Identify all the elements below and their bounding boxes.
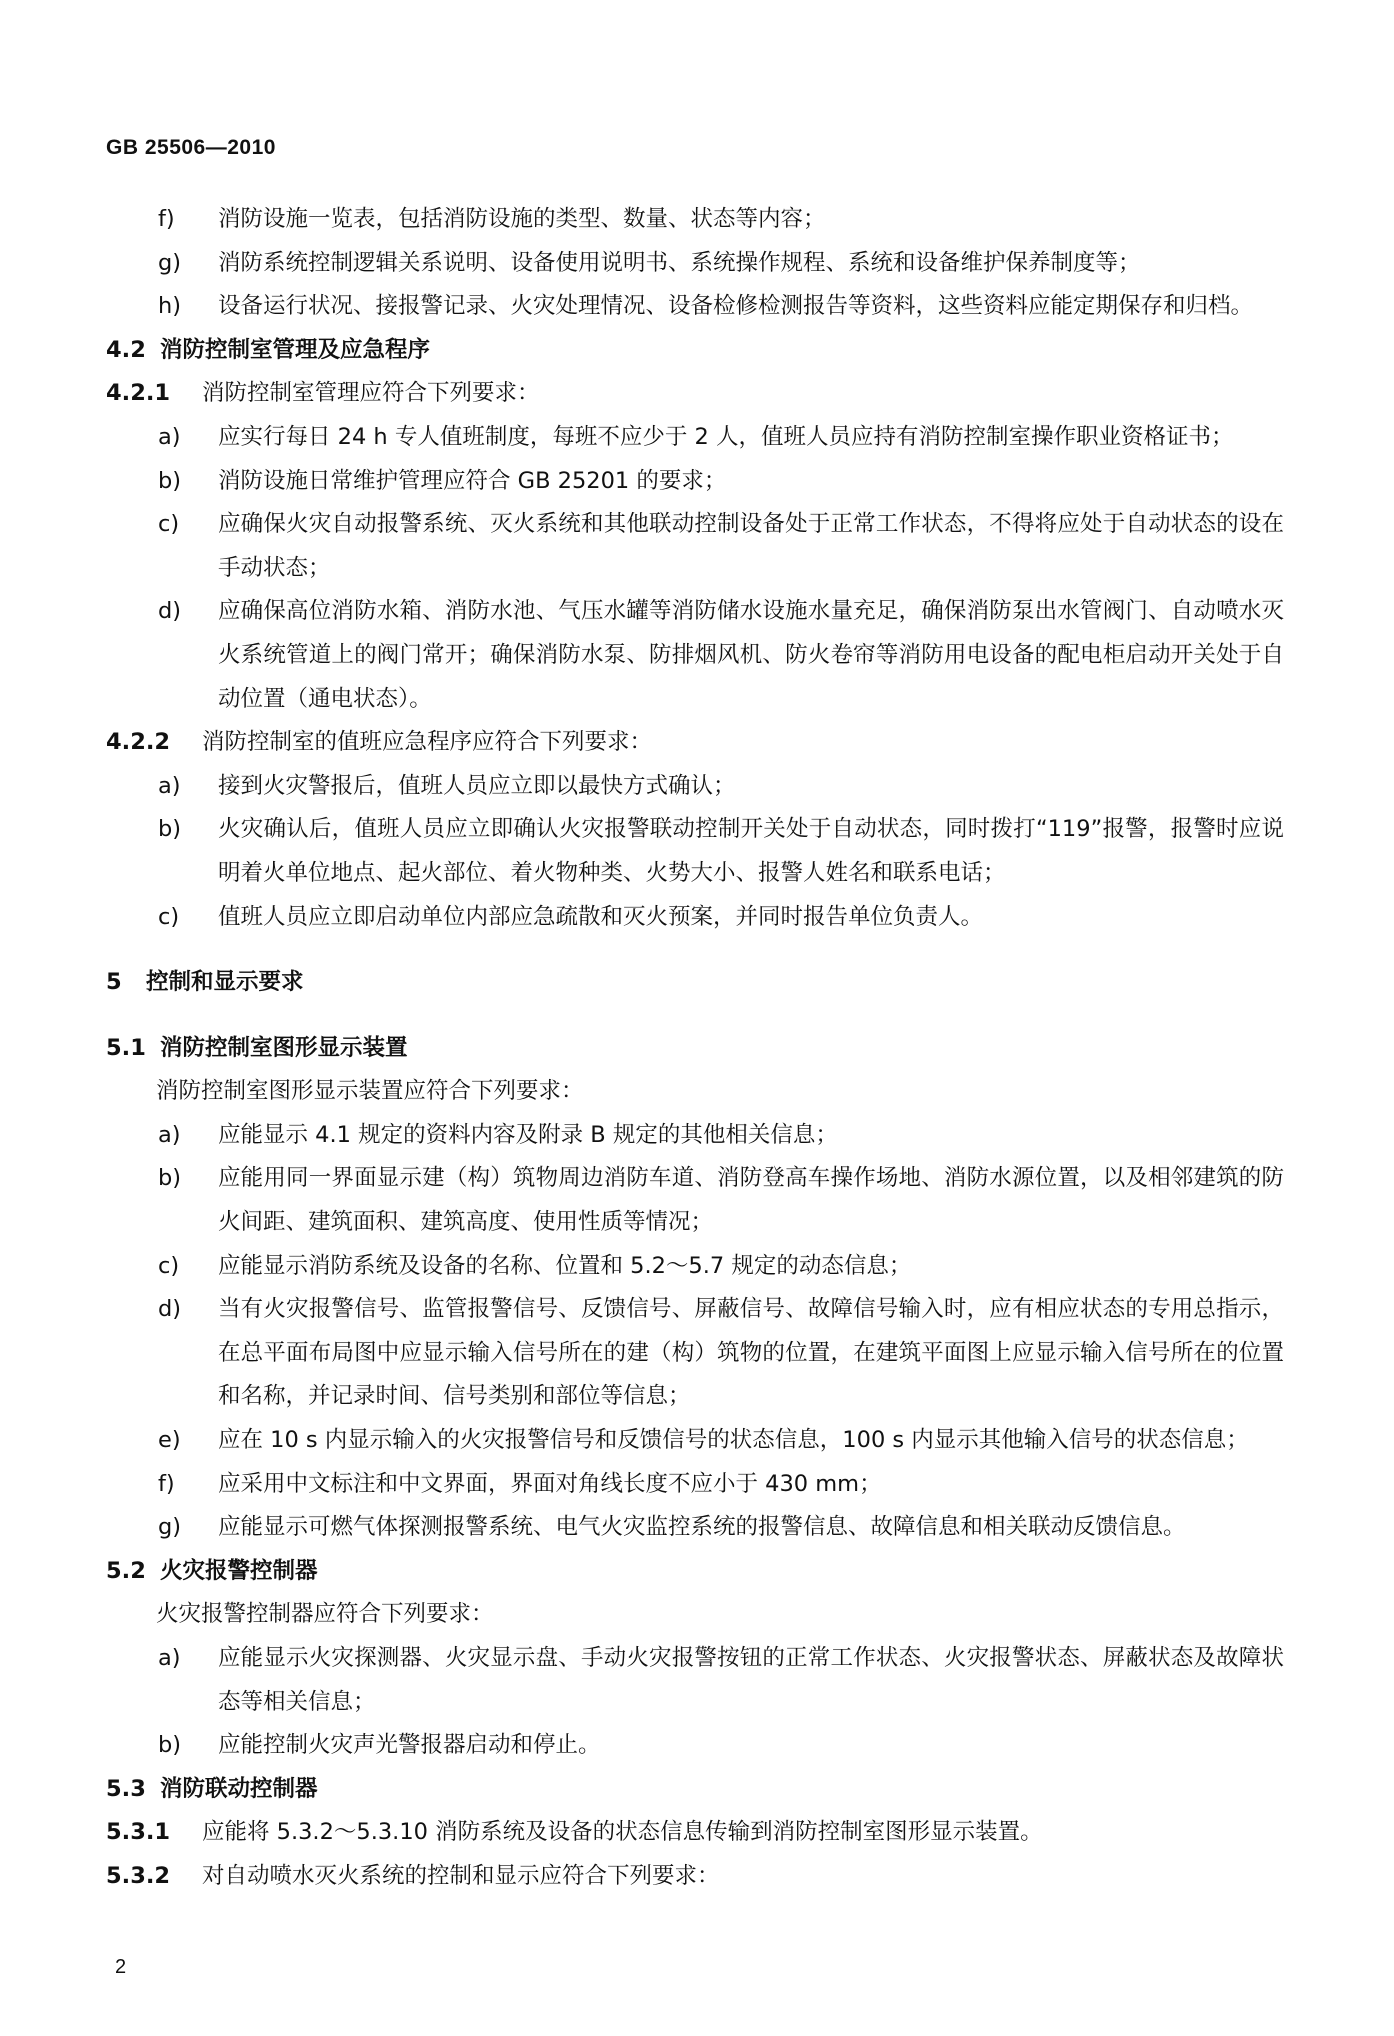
chapter-number: 5: [106, 969, 122, 996]
list-item: [106, 590, 1284, 721]
subsection-intro: 消防控制室管理应符合下列要求：: [202, 380, 540, 407]
item-text: 应能用同一界面显示建（构）筑物周边消防车道、消防登高车操作场地、消防水源位置，以及相邻建筑的防火间距、建筑面积、建筑高度、使用性质等情况；: [218, 1165, 1284, 1236]
item-marker: b): [158, 1732, 182, 1759]
list-item: [106, 460, 1284, 504]
section-number: 5.3: [106, 1775, 146, 1802]
subsection-text: 对自动喷水灭火系统的控制和显示应符合下列要求：: [202, 1862, 720, 1889]
subsection-number: 5.3.2: [106, 1862, 171, 1889]
item-text: 应能显示 4.1 规定的资料内容及附录 B 规定的其他相关信息；: [218, 1121, 838, 1148]
section-number: 4.2: [106, 336, 146, 363]
item-text: 应确保高位消防水箱、消防水池、气压水罐等消防储水设施水量充足，确保消防泵出水管阀门、自动喷水灭火系统管道上的阀门常开；确保消防水泵、防排烟风机、防火卷帘等消防用电设备的配电柜启动开关处于自动位置（通电状态）。: [218, 598, 1284, 712]
item-marker: b): [158, 467, 182, 494]
item-marker: b): [158, 816, 182, 843]
section-intro: 消防控制室图形显示装置应符合下列要求：: [156, 1078, 584, 1105]
section-title: 消防联动控制器: [160, 1775, 318, 1802]
item-text: 应确保火灾自动报警系统、灭火系统和其他联动控制设备处于正常工作状态，不得将应处于自动状态的设在手动状态；: [218, 511, 1284, 581]
document-body: [106, 198, 1284, 1899]
list-item: [106, 1463, 1284, 1507]
item-marker: a): [158, 1645, 181, 1671]
list-item: [106, 765, 1284, 809]
subsection-5-3-2: [106, 1855, 1284, 1899]
list-item: [106, 1288, 1284, 1419]
item-text: 当有火灾报警信号、监管报警信号、反馈信号、屏蔽信号、故障信号输入时，应有相应状态的专用总指示，在总平面布局图中应显示输入信号所在的建（构）筑物的位置，在建筑平面图上应显示输入信号所在的位置和名称，并记录时间、信号类别和部位等信息；: [218, 1296, 1284, 1410]
list-item: [106, 416, 1284, 460]
item-text: 消防系统控制逻辑关系说明、设备使用说明书、系统操作规程、系统和设备维护保养制度等；: [218, 249, 1141, 276]
item-marker: g): [158, 249, 182, 276]
subsection-text: 应能将 5.3.2～5.3.10 消防系统及设备的状态信息传输到消防控制室图形显示装置。: [202, 1819, 1043, 1846]
item-text: 应能显示可燃气体探测报警系统、电气火灾监控系统的报警信息、故障信息和相关联动反馈信息。: [218, 1514, 1186, 1541]
list-item: [106, 896, 1284, 940]
subsection-5-3-1: [106, 1811, 1284, 1855]
item-marker: a): [158, 772, 181, 799]
list-item: [106, 1114, 1284, 1158]
item-marker: a): [158, 423, 181, 450]
list-item: [106, 1245, 1284, 1289]
item-text: 设备运行状况、接报警记录、火灾处理情况、设备检修检测报告等资料，这些资料应能定期保存和归档。: [218, 293, 1254, 320]
item-marker: e): [158, 1427, 181, 1454]
item-marker: f): [158, 1470, 175, 1497]
item-text: 应能显示火灾探测器、火灾显示盘、手动火灾报警按钮的正常工作状态、火灾报警状态、屏蔽状态及故障状态等相关信息；: [218, 1645, 1284, 1715]
chapter-title: 控制和显示要求: [146, 969, 304, 996]
standard-code-header: GB 25506—2010: [106, 136, 276, 159]
item-text: 值班人员应立即启动单位内部应急疏散和灭火预案，并同时报告单位负责人。: [218, 903, 984, 930]
section-title: 消防控制室管理及应急程序: [160, 336, 431, 363]
page-number: 2: [115, 1956, 127, 1978]
list-item: [106, 1724, 1284, 1768]
list-item: [106, 198, 1284, 242]
spacer: [106, 939, 1284, 961]
item-marker: d): [158, 1296, 182, 1323]
subsection-number: 4.2.2: [106, 729, 171, 756]
item-marker: d): [158, 598, 182, 625]
item-text: 接到火灾警报后，值班人员应立即以最快方式确认；: [218, 772, 736, 799]
item-marker: c): [158, 1252, 180, 1279]
list-item: [106, 503, 1284, 590]
subsection-number: 5.3.1: [106, 1819, 171, 1846]
section-heading-5-3: [106, 1768, 1284, 1812]
item-marker: g): [158, 1514, 182, 1541]
list-item: [106, 285, 1284, 329]
subsection-4-2-2: [106, 721, 1284, 765]
item-marker: f): [158, 206, 175, 232]
section-intro: 火灾报警控制器应符合下列要求：: [156, 1601, 494, 1628]
item-text: 应能显示消防系统及设备的名称、位置和 5.2～5.7 规定的动态信息；: [218, 1252, 912, 1279]
item-marker: h): [158, 293, 182, 320]
item-text: 应实行每日 24 h 专人值班制度，每班不应少于 2 人，值班人员应持有消防控制室操作职业资格证书；: [218, 423, 1234, 450]
item-text: 火灾确认后，值班人员应立即确认火灾报警联动控制开关处于自动状态，同时拨打“119”报警，报警时应说明着火单位地点、起火部位、着火物种类、火势大小、报警人姓名和联系电话；: [218, 816, 1284, 886]
list-item: [106, 1157, 1284, 1244]
list-item: [106, 1419, 1284, 1463]
spacer: [106, 1005, 1284, 1027]
item-marker: b): [158, 1165, 182, 1192]
list-item: [106, 1637, 1284, 1724]
item-text: 消防设施一览表，包括消防设施的类型、数量、状态等内容；: [218, 206, 826, 232]
section-heading-5-1: [106, 1027, 1284, 1071]
subsection-4-2-1: [106, 372, 1284, 416]
item-marker: a): [158, 1121, 181, 1148]
list-item: [106, 808, 1284, 895]
section-heading-5-2: [106, 1550, 1284, 1594]
section-title: 消防控制室图形显示装置: [160, 1034, 408, 1061]
list-item: [106, 242, 1284, 286]
item-text: 消防设施日常维护管理应符合 GB 25201 的要求；: [218, 467, 727, 494]
item-text: 应采用中文标注和中文界面，界面对角线长度不应小于 430 mm；: [218, 1470, 882, 1497]
chapter-heading-5: [106, 961, 1284, 1005]
item-marker: c): [158, 903, 180, 930]
section-title: 火灾报警控制器: [160, 1557, 318, 1584]
item-text: 应在 10 s 内显示输入的火灾报警信号和反馈信号的状态信息，100 s 内显示其他输入信号的状态信息；: [218, 1427, 1249, 1454]
list-item: [106, 1506, 1284, 1550]
section-number: 5.2: [106, 1557, 146, 1584]
section-heading-4-2: [106, 329, 1284, 373]
item-text: 应能控制火灾声光警报器启动和停止。: [218, 1732, 601, 1759]
subsection-intro: 消防控制室的值班应急程序应符合下列要求：: [202, 729, 653, 756]
subsection-number: 4.2.1: [106, 380, 171, 407]
section-number: 5.1: [106, 1034, 146, 1061]
item-marker: c): [158, 511, 180, 538]
